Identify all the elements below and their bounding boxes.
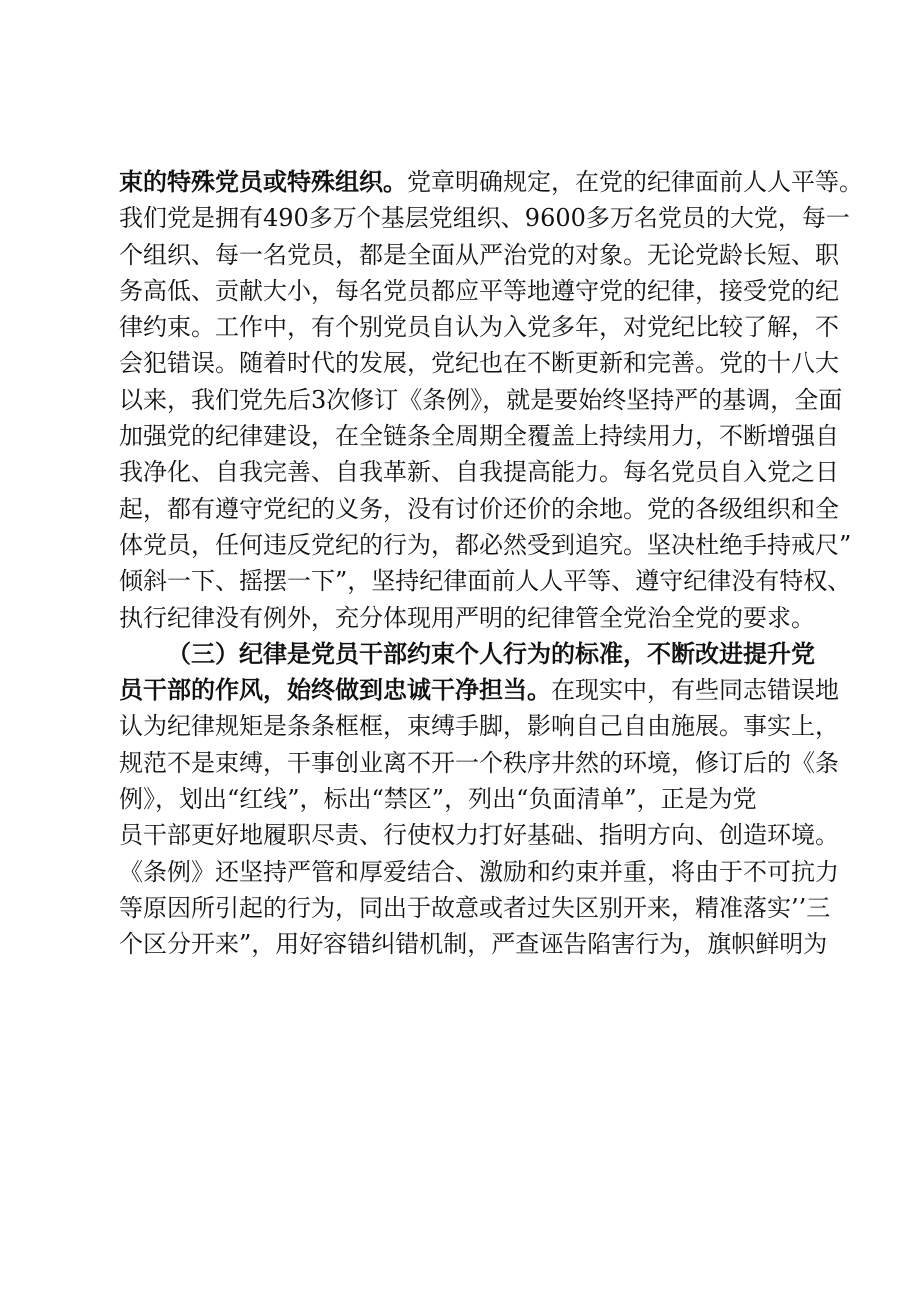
line-text: 个区分开来”，用好容错纠错机制，严查诬告陷害行为，旗帜鲜明为 xyxy=(119,930,828,959)
line-text: 例》，划出“红线”，标出“禁区”，列出“负面清单”，正是为党 xyxy=(119,785,757,814)
text-line xyxy=(119,454,839,490)
line-text: 我们党是拥有490多万个基层党组织、9600多万名党员的大党，每一 xyxy=(119,204,850,233)
text-line xyxy=(119,854,839,890)
line-text: 党章明确规定，在党的纪律面前人人平等。 xyxy=(407,168,863,196)
line-text: 执行纪律没有例外，充分体现用严明的纪律管全党治全党的要求。 xyxy=(119,603,815,632)
text-line xyxy=(119,926,828,962)
text-line xyxy=(119,890,831,926)
text-line xyxy=(119,527,852,563)
line-text: 规范不是束缚，干事创业离不开一个秩序井然的环境，修订后的《条 xyxy=(119,748,839,777)
text-line xyxy=(119,745,839,781)
section-heading: （三）纪律是党员干部约束个人行为的标准，不断改进提升党 xyxy=(167,638,815,668)
text-line xyxy=(119,817,839,853)
bold-phrase: 员干部的作风，始终做到忠诚干净担当。 xyxy=(119,675,551,705)
text-line xyxy=(119,237,839,273)
line-text: 以来，我们党先后3次修订《条例》，就是要始终坚持严的基调，全面 xyxy=(119,385,843,414)
text-line xyxy=(119,164,863,200)
line-text: 倾斜一下、摇摆一下”，坚持纪律面前人人平等、遵守纪律没有特权、 xyxy=(119,567,852,596)
text-line xyxy=(119,672,839,708)
line-text: 我净化、自我完善、自我革新、自我提高能力。每名党员自入党之日 xyxy=(119,458,839,487)
line-text: 起，都有遵守党纪的义务，没有讨价还价的余地。党的各级组织和全 xyxy=(119,494,839,523)
body-text xyxy=(119,164,863,963)
line-text: 务高低、贡献大小，每名党员都应平等地遵守党的纪律，接受党的纪 xyxy=(119,276,839,305)
line-text: 加强党的纪律建设，在全链条全周期全覆盖上持续用力，不断增强自 xyxy=(119,422,839,451)
bold-phrase: 束的特殊党员或特殊组织。 xyxy=(119,167,407,196)
line-text: 个组织、每一名党员，都是全面从严治党的对象。无论党龄长短、职 xyxy=(119,240,839,269)
line-text: 律约束。工作中，有个别党员自认为入党多年，对党纪比较了解，不 xyxy=(119,313,839,342)
line-text: 体党员，任何违反党纪的行为，都必然受到追究。坚决杜绝手持戒尺” xyxy=(119,530,852,559)
line-text: 员干部更好地履职尽责、行使权力打好基础、指明方向、创造环境。 xyxy=(119,821,839,850)
section-heading-line xyxy=(119,636,819,672)
text-line xyxy=(119,345,839,381)
line-text: 《条例》还坚持严管和厚爱结合、激励和约束并重，将由于不可抗力 xyxy=(119,857,839,886)
line-text: 会犯错误。随着时代的发展，党纪也在不断更新和完善。党的十八大 xyxy=(119,349,839,378)
text-line xyxy=(119,200,850,236)
text-line xyxy=(119,273,839,309)
line-text: 等原因所引起的行为，同出于故意或者过失区别开来，精准落实’’三 xyxy=(119,893,831,922)
text-line xyxy=(119,600,819,636)
text-line xyxy=(119,309,839,345)
line-text: 在现实中，有些同志错误地 xyxy=(551,676,839,705)
text-line xyxy=(119,491,839,527)
text-line xyxy=(119,382,843,418)
text-line xyxy=(119,418,839,454)
text-line xyxy=(119,563,852,599)
text-line xyxy=(119,781,819,817)
text-line xyxy=(119,708,839,744)
line-text: 认为纪律规矩是条条框框，束缚手脚，影响自己自由施展。事实上， xyxy=(119,712,839,741)
